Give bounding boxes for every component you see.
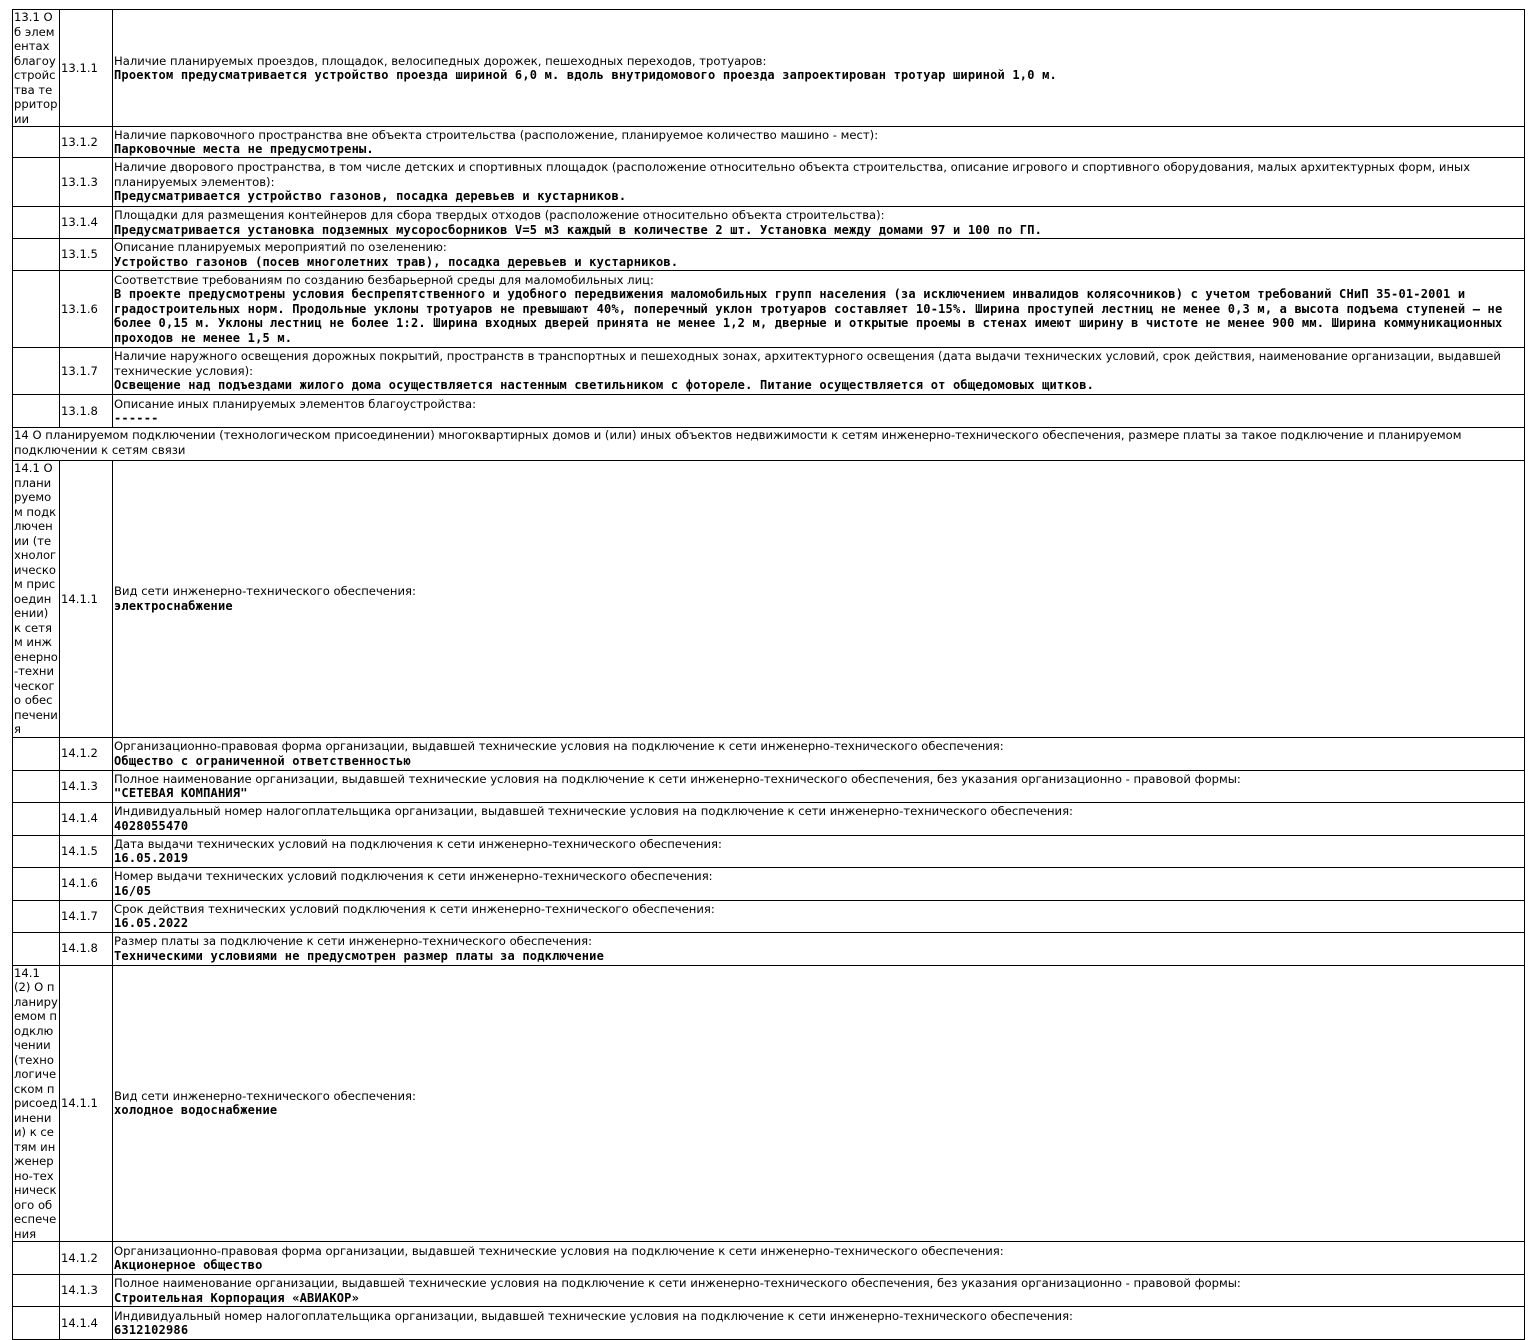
- item-number: 13.1.1: [60, 10, 113, 127]
- group-cell: [13, 1242, 60, 1275]
- group-cell: [13, 770, 60, 802]
- item-question: Соответствие требованиям по созданию безбарьерной среды для маломобильных лиц:: [114, 272, 654, 287]
- item-content: [113, 835, 1525, 867]
- item-answer: 16.05.2019: [114, 851, 189, 865]
- item-number: 13.1.4: [60, 207, 113, 239]
- table-row: [13, 271, 1525, 348]
- group-cell: [13, 932, 60, 965]
- table-row: [13, 932, 1525, 965]
- item-question: Дата выдачи технических условий на подключения к сети инженерно-технического обеспечения:: [114, 836, 722, 851]
- item-answer: Предусматривается установка подземных мусоросборников V=5 м3 каждый в количестве 2 шт. Установка между домами 97 и 100 по ГП.: [114, 222, 1043, 237]
- table-row: [13, 1242, 1525, 1275]
- item-content: [113, 965, 1525, 1242]
- declaration-table: [12, 9, 1525, 1340]
- item-answer: Устройство газонов (посев многолетних трав), посадка деревьев и кустарников.: [114, 254, 679, 269]
- item-content: [113, 395, 1525, 428]
- item-number: 14.1.7: [60, 900, 113, 932]
- item-question: Описание иных планируемых элементов благоустройства:: [114, 396, 477, 411]
- item-question: Организационно-правовая форма организации, выдавшей технические условия на подключение к сети инженерно-технического обеспечения:: [114, 1243, 1004, 1258]
- table-row: [13, 770, 1525, 802]
- group-cell: [13, 1307, 60, 1340]
- item-content: [113, 207, 1525, 239]
- table-row: [13, 835, 1525, 867]
- item-number: 14.1.5: [60, 835, 113, 867]
- table-row: [13, 965, 1525, 1242]
- item-question: Вид сети инженерно-технического обеспечения:: [114, 584, 416, 599]
- group-cell: [13, 1275, 60, 1307]
- item-answer: Акционерное общество: [114, 1258, 263, 1272]
- group-cell: [13, 802, 60, 835]
- item-number: 13.1.7: [60, 348, 113, 395]
- group-cell: 14.1 О планируемом подключении (технологическом присоединении) к сетям инженерно-технического обеспечения: [14, 461, 58, 736]
- group-cell: [13, 158, 60, 207]
- item-question: Размер платы за подключение к сети инженерно-технического обеспечения:: [114, 934, 593, 948]
- table-row: [13, 900, 1525, 932]
- item-number: 14.1.2: [60, 737, 113, 770]
- item-content: [113, 10, 1525, 127]
- item-number: 14.1.3: [60, 1275, 113, 1307]
- item-question: Вид сети инженерно-технического обеспечения:: [114, 1088, 416, 1103]
- item-answer: 4028055470: [114, 818, 189, 833]
- item-number: 14.1.8: [60, 932, 113, 965]
- item-content: [113, 1307, 1525, 1340]
- item-number: 13.1.3: [60, 158, 113, 207]
- group-cell: [13, 737, 60, 770]
- table-row: [13, 1275, 1525, 1307]
- item-content: [113, 348, 1525, 395]
- item-question: Наличие дворового пространства, в том числе детских и спортивных площадок (расположение относительно объекта строительства, описание игрового и спортивного оборудования, малых архитектурных форм, иных планируемых элементов):: [114, 160, 1471, 189]
- item-content: [113, 900, 1525, 932]
- item-question: Организационно-правовая форма организации, выдавшей технические условия на подключение к сети инженерно-технического обеспечения:: [114, 739, 1004, 753]
- group-cell: [13, 239, 60, 271]
- item-answer: Общество с ограниченной ответственностью: [114, 753, 411, 768]
- item-answer: 6312102986: [114, 1323, 189, 1337]
- group-cell: 13.1 Об элементах благоустройства территории: [13, 10, 60, 127]
- group-cell: [13, 900, 60, 932]
- group-cell: [13, 395, 60, 428]
- group-cell: [13, 271, 60, 348]
- item-content: [113, 158, 1525, 207]
- item-question: Индивидуальный номер налогоплательщика организации, выдавшей технические условия на подключение к сети инженерно-технического обеспечения:: [114, 1308, 1073, 1323]
- table-row: [13, 461, 1525, 738]
- item-question: Площадки для размещения контейнеров для сбора твердых отходов (расположение относительно объекта строительства):: [114, 208, 885, 222]
- item-question: Срок действия технических условий подключения к сети инженерно-технического обеспечения:: [114, 901, 715, 916]
- item-answer: Строительная Корпорация «АВИАКОР»: [114, 1290, 360, 1305]
- item-content: [113, 127, 1525, 158]
- table-row: [13, 158, 1525, 207]
- item-answer: 16/05: [114, 883, 152, 898]
- item-content: [113, 1242, 1525, 1275]
- item-answer: ------: [114, 411, 159, 425]
- item-number: 14.1.4: [60, 1307, 113, 1340]
- item-answer: Парковочные места не предусмотрены.: [114, 142, 374, 156]
- item-number: 13.1.5: [60, 239, 113, 271]
- table-row: [13, 737, 1525, 770]
- item-content: [113, 271, 1525, 348]
- item-content: [113, 770, 1525, 802]
- item-number: 14.1.3: [60, 770, 113, 802]
- table-row: [13, 867, 1525, 900]
- table-row: [13, 1307, 1525, 1340]
- item-answer: Предусматривается устройство газонов, посадка деревьев и кустарников.: [114, 189, 627, 204]
- item-number: 13.1.6: [60, 271, 113, 348]
- group-cell: [13, 127, 60, 158]
- item-answer: Техническими условиями не предусмотрен размер платы за подключение: [114, 948, 605, 963]
- item-question: Номер выдачи технических условий подключения к сети инженерно-технического обеспечения:: [114, 869, 713, 883]
- item-number: 14.1.2: [60, 1242, 113, 1275]
- item-question: Описание планируемых мероприятий по озеленению:: [114, 240, 447, 254]
- section-header-row: [13, 428, 1525, 461]
- item-number: 14.1.1: [60, 965, 113, 1242]
- table-row: [13, 127, 1525, 158]
- item-question: Наличие парковочного пространства вне объекта строительства (расположение, планируемое количество машино - мест):: [114, 127, 879, 142]
- group-cell: 14.1 (2) О планируемом подключении (технологическом присоединении) к сетям инженерно-технического обеспечения: [14, 965, 58, 1241]
- item-question: Полное наименование организации, выдавшей технические условия на подключение к сети инженерно-технического обеспечения, без указания организационно - правовой формы:: [114, 1276, 1241, 1290]
- group-cell: [13, 348, 60, 395]
- item-answer: 16.05.2022: [114, 916, 189, 930]
- item-number: 13.1.2: [60, 127, 113, 158]
- table-row: [13, 10, 1525, 127]
- table-row: [13, 348, 1525, 395]
- section-title: 14 О планируемом подключении (технологическом присоединении) многоквартирных домов и (или) иных объектов недвижимости к сетям инженерно-технического обеспечения, размере платы за такое подключение и планируемом подключении к сетям связи: [13, 428, 1525, 461]
- declaration-table-body: [13, 10, 1525, 1340]
- item-answer: холодное водоснабжение: [114, 1103, 278, 1118]
- table-row: [13, 207, 1525, 239]
- item-answer: Проектом предусматривается устройство проезда шириной 6,0 м. вдоль внутридомового проезда запроектирован тротуар шириной 1,0 м.: [114, 68, 1057, 82]
- group-cell: [13, 207, 60, 239]
- item-content: [113, 802, 1525, 835]
- item-number: 14.1.1: [60, 461, 113, 738]
- group-cell: [13, 835, 60, 867]
- item-answer: В проекте предусмотрены условия беспрепятственного и удобного передвижения маломобильных групп населения (за исключением инвалидов колясочников) с учетом требований СНиП 35-01-2001 и градостроительных норм. Продольные уклоны тротуаров не превышают 40%, поперечный уклон тротуаров составляет 10-15%. Ширина проступей лестниц не менее 0,3 м, а высота подъема ступеней – не более 0,15 м. Уклоны лестниц не более 1:2. Ширина входных дверей принята не менее 1,2 м, дверные и открытые проемы в стенах имеют ширину в чистоте не менее 900 мм. Ширина коммуникационных проходов не менее 1,5 м.: [114, 287, 1503, 345]
- item-content: [113, 737, 1525, 770]
- item-number: 14.1.4: [60, 802, 113, 835]
- table-row: [13, 802, 1525, 835]
- item-content: [113, 932, 1525, 965]
- item-question: Полное наименование организации, выдавшей технические условия на подключение к сети инженерно-технического обеспечения, без указания организационно - правовой формы:: [114, 771, 1241, 786]
- item-number: 14.1.6: [60, 867, 113, 900]
- table-row: [13, 239, 1525, 271]
- item-question: Индивидуальный номер налогоплательщика организации, выдавшей технические условия на подключение к сети инженерно-технического обеспечения:: [114, 804, 1073, 818]
- item-answer: электроснабжение: [114, 598, 233, 613]
- item-content: [113, 461, 1525, 738]
- item-answer: "СЕТЕВАЯ КОМПАНИЯ": [114, 786, 248, 800]
- item-content: [113, 867, 1525, 900]
- table-row: [13, 395, 1525, 428]
- item-number: 13.1.8: [60, 395, 113, 428]
- item-content: [113, 239, 1525, 271]
- item-content: [113, 1275, 1525, 1307]
- item-question: Наличие планируемых проездов, площадок, велосипедных дорожек, пешеходных переходов, тротуаров:: [114, 53, 767, 68]
- item-question: Наличие наружного освещения дорожных покрытий, пространств в транспортных и пешеходных зонах, архитектурного освещения (дата выдачи технических условий, срок действия, наименование организации, выдавшей технические условия):: [114, 349, 1501, 378]
- item-answer: Освещение над подъездами жилого дома осуществляется настенным светильником с фотореле. Питание осуществляется от общедомовых щитков.: [114, 378, 1095, 393]
- group-cell: [13, 867, 60, 900]
